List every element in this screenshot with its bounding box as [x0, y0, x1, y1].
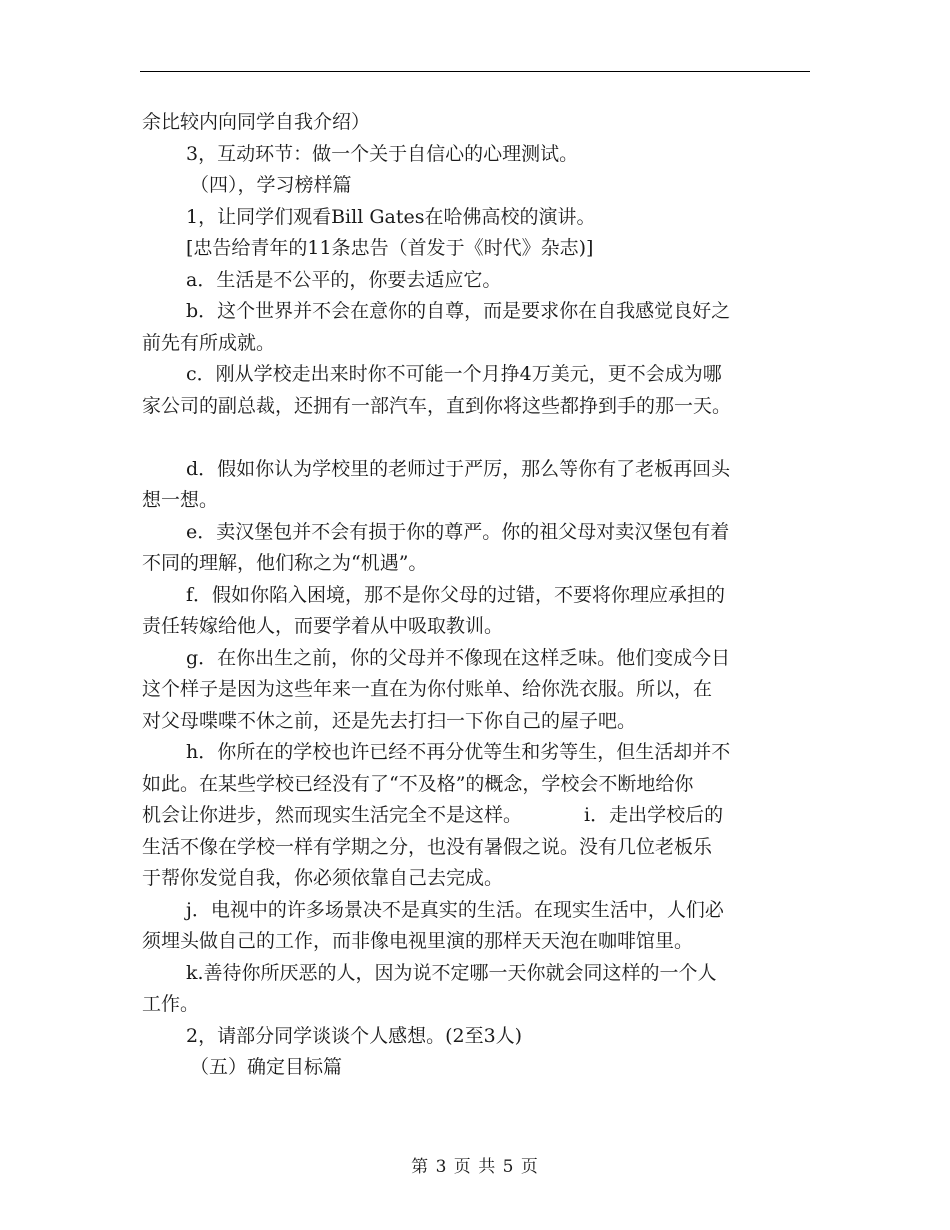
section-heading: （四），学习榜样篇: [190, 174, 352, 196]
text-line: [142, 800, 810, 832]
text-line: 这个样子是因为这些年来一直在为你付账单、给你洗衣服。所以，在: [142, 678, 713, 700]
text-line: 3，互动环节：做一个关于自信心的心理测试。: [186, 142, 579, 165]
text-line: 责任转嫁给他人，而要学着从中吸取教训。: [142, 615, 504, 637]
document-body: [142, 107, 810, 1084]
blank-line: [142, 422, 810, 454]
section-heading: （五）确定目标篇: [190, 1056, 343, 1078]
text-line: a．生活是不公平的，你要去适应它。: [186, 268, 502, 291]
text-line: 如此。在某些学校已经没有了“不及格”的概念，学校会不断地给你: [142, 772, 694, 795]
text-line: h．你所在的学校也许已经不再分优等生和劣等生，但生活却并不: [186, 741, 731, 763]
text-line: 余比较内向同学自我介绍）: [142, 111, 371, 133]
text-segment: 机会让你进步，然而现实生活完全不是这样。: [142, 804, 523, 826]
header-rule: [140, 71, 810, 72]
text-line: 生活不像在学校一样有学期之分，也没有暑假之说。没有几位老板乐: [142, 835, 713, 858]
page-footer: 第 3 页 共 5 页: [411, 1157, 539, 1177]
text-line: k.善待你所厌恶的人，因为说不定哪一天你就会同这样的一个人: [186, 961, 717, 984]
text-line: 想一想。: [142, 489, 219, 511]
text-line: 1，让同学们观看Bill Gates在哈佛高校的演讲。: [186, 205, 596, 228]
text-line: 不同的理解，他们称之为“机遇”。: [142, 552, 428, 574]
text-line: [忠告给青年的11条忠告（首发于《时代》杂志)]: [186, 237, 594, 259]
text-line: c．刚从学校走出来时你不可能一个月挣4万美元，更不会成为哪: [186, 363, 722, 385]
text-line: d．假如你认为学校里的老师过于严厉，那么等你有了老板再回头: [186, 457, 731, 480]
text-line: 工作。: [142, 993, 200, 1015]
text-line: 前先有所成就。: [142, 331, 276, 354]
text-line: 须埋头做自己的工作，而非像电视里演的那样天天泡在咖啡馆里。: [142, 930, 694, 952]
text-line: b．这个世界并不会在意你的自尊，而是要求你在自我感觉良好之: [186, 300, 731, 322]
text-line: 于帮你发觉自我，你必须依靠自己去完成。: [142, 867, 504, 889]
text-line: g．在你出生之前，你的父母并不像现在这样乏味。他们变成今日: [186, 646, 731, 669]
text-line: 2，请部分同学谈谈个人感想。(2至3人): [186, 1024, 523, 1047]
text-line: 对父母喋喋不休之前，还是先去打扫一下你自己的屋子吧。: [142, 709, 637, 732]
text-line: 家公司的副总裁，还拥有一部汽车，直到你将这些都挣到手的那一天。: [142, 394, 732, 417]
text-segment: i．走出学校后的: [584, 804, 724, 826]
text-line: j．电视中的许多场景决不是真实的生活。在现实生活中，人们必: [186, 898, 724, 921]
text-line: e．卖汉堡包并不会有损于你的尊严。你的祖父母对卖汉堡包有着: [186, 520, 730, 543]
text-line: f．假如你陷入困境，那不是你父母的过错，不要将你理应承担的: [186, 583, 726, 606]
